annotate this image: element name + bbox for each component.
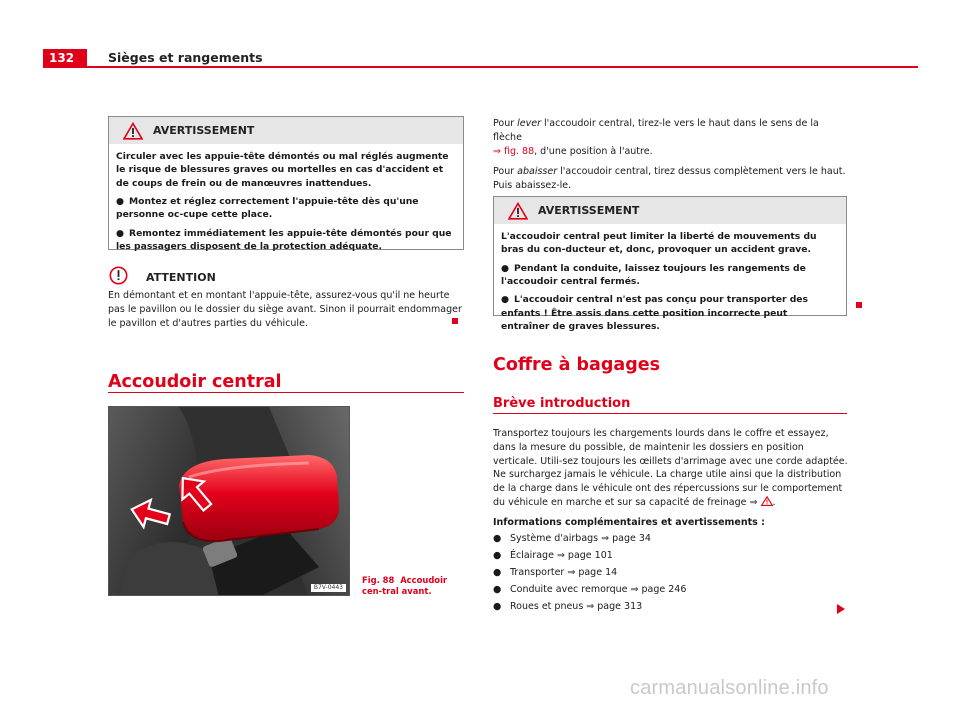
end-marker	[856, 302, 862, 308]
list-item[interactable]: ● Transporter ⇒ page 14	[493, 564, 853, 581]
attention-circle-icon	[109, 266, 128, 285]
page-number: 132	[43, 49, 87, 67]
bullet-icon: ●	[493, 567, 502, 578]
attention-header	[108, 264, 464, 286]
bullet-icon: ●	[501, 262, 510, 274]
next-page-arrow-icon[interactable]	[837, 604, 845, 614]
bullet-icon: ●	[493, 550, 502, 561]
warning-title: AVERTISSEMENT	[538, 203, 640, 217]
bullet-icon: ●	[493, 584, 502, 595]
figure-caption: Fig. 88 Accoudoir cen-tral avant.	[362, 575, 448, 597]
bullet-icon: ●	[493, 533, 502, 544]
info-list	[493, 530, 853, 615]
figure-code: B7V-0443	[311, 584, 346, 592]
list-item[interactable]: ● Conduite avec remorque ⇒ page 246	[493, 581, 853, 598]
armrest-instructions	[493, 117, 849, 200]
list-item[interactable]: ● Système d'airbags ⇒ page 34	[493, 530, 853, 547]
section-rule	[108, 392, 464, 393]
trunk-intro	[493, 427, 851, 536]
bullet-icon: ●	[116, 196, 125, 208]
warning-text: L'accoudoir central peut limiter la liberté de mouvements du bras du con-ducteur et, donc, provoquer un accident grave.	[501, 231, 817, 256]
warning-bullet: ● Montez et réglez correctement l'appuie-tête dès qu'une personne oc-cupe cette place.	[116, 196, 419, 221]
list-item[interactable]: ● Éclairage ⇒ page 101	[493, 547, 853, 564]
info-heading: Informations complémentaires et avertissements :	[493, 516, 765, 528]
instruction-lower: Pour abaisser l'accoudoir central, tirez dessus complètement vers le haut. Puis abaissez-le.	[493, 166, 846, 192]
list-item[interactable]: ● Roues et pneus ⇒ page 313	[493, 598, 853, 615]
warning-text: Circuler avec les appuie-tête démontés ou mal réglés augmente le risque de blessures graves ou mortelles en cas d'accident et de coups de frein ou de manœuvres inattendues.	[116, 151, 449, 189]
attention-text: En démontant et en montant l'appuie-tête, assurez-vous qu'il ne heurte pas le pavillon ou le dossier du siège avant. Sinon il pourrait endommager le pavillon et d'autres parties du véhicule.	[108, 290, 462, 329]
bullet-icon: ●	[501, 294, 510, 306]
warning-body	[109, 144, 463, 259]
figure-link[interactable]: ⇒ fig. 88	[493, 145, 535, 157]
attention-title: ATTENTION	[146, 271, 216, 285]
watermark: carmanualsonline.info	[630, 677, 829, 699]
warning-header	[494, 197, 846, 224]
warning-header	[109, 117, 463, 144]
section-title-armrest: Accoudoir central	[108, 372, 282, 392]
subsection-rule	[493, 413, 847, 414]
subsection-title: Brève introduction	[493, 396, 631, 411]
warning-box-headrest	[108, 116, 464, 253]
attention-note	[108, 264, 464, 330]
trunk-text: Transportez toujours les chargements lourds dans le coffre et essayez, dans la mesure du possible, de maintenir les dossiers en position verticale. Utili-sez toujours les œillets d'arrimage avec une corde adaptée. Ne surchargez jamais le véhicule. La charge utile ainsi que la distribution de la charge dans le véhicule ont des répercussions sur le comportement du véhicule en marche et sur sa capacité de freinage ⇒ .	[493, 428, 848, 508]
page-title: Sièges et rangements	[108, 50, 263, 65]
warning-bullet: ● Remontez immédiatement les appuie-tête démontés pour que les passagers disposent de la protection adéquate.	[116, 227, 452, 253]
armrest-illustration	[109, 407, 350, 596]
warning-bullet: ● L'accoudoir central n'est pas conçu pour transporter des enfants ! Être assis dans cette position incorrecte peut entraîner de graves blessures.	[501, 294, 808, 333]
warning-triangle-icon[interactable]	[761, 496, 773, 506]
bullet-icon: ●	[116, 227, 125, 239]
header-rule	[43, 66, 918, 68]
bullet-icon: ●	[493, 601, 502, 612]
warning-bullet: ● Pendant la conduite, laissez toujours les rangements de l'accoudoir central fermés.	[501, 262, 806, 288]
warning-triangle-icon	[508, 202, 528, 220]
armrest-figure	[108, 406, 350, 596]
end-marker	[452, 318, 458, 324]
instruction-raise: Pour lever l'accoudoir central, tirez-le vers le haut dans le sens de la flèche ⇒ fig. 88, d'une position à l'autre.	[493, 118, 819, 157]
warning-triangle-icon	[123, 122, 143, 140]
section-title-trunk: Coffre à bagages	[493, 355, 661, 375]
warning-title: AVERTISSEMENT	[153, 123, 255, 137]
warning-box-armrest	[493, 196, 847, 333]
warning-body	[494, 224, 846, 339]
